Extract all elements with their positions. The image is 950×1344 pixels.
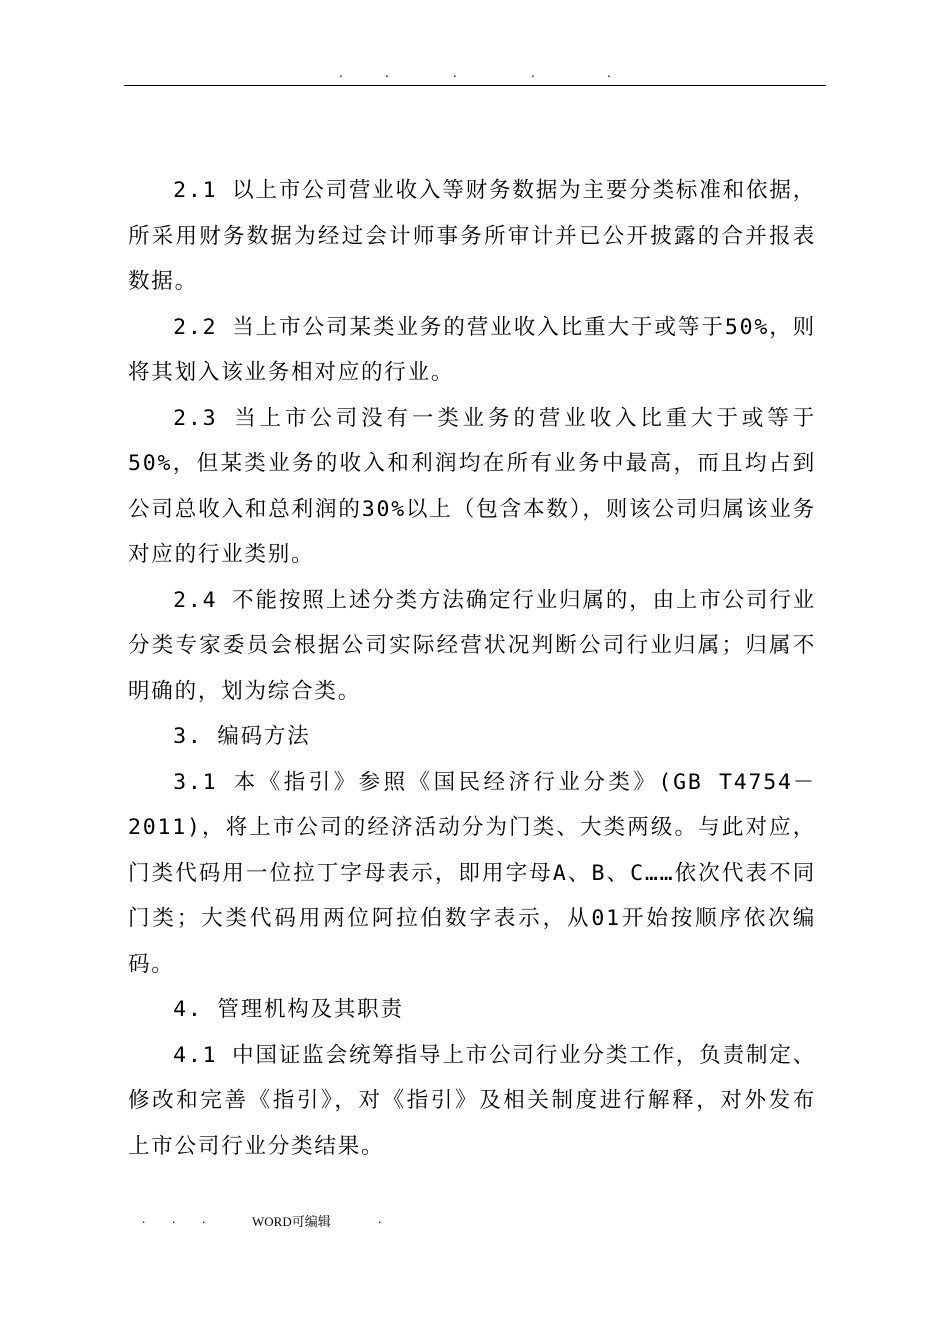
section-heading-4: 4. 管理机构及其职责	[173, 997, 404, 1022]
paragraph-3-1: 3.1 本《指引》参照《国民经济行业分类》(GB T4754－2011)，将上市公司的经济活动分为门类、大类两级。与此对应，门类代码用一位拉丁字母表示，即用字母A、B、C……依次代表不同门类；大类代码用两位阿拉伯数字表示，从01开始按顺序依次编码。	[128, 769, 816, 977]
header-dots	[335, 66, 635, 82]
header-dot: .	[607, 66, 611, 80]
header-dot: .	[385, 66, 389, 80]
header-dot: .	[531, 66, 535, 80]
header-dot: .	[339, 66, 343, 80]
paragraph-2-1: 2.1 以上市公司营业收入等财务数据为主要分类标准和依据，所采用财务数据为经过会计师事务所审计并已公开披露的合并报表数据。	[128, 178, 816, 294]
document-body	[128, 168, 816, 1169]
paragraph-2-4: 2.4 不能按照上述分类方法确定行业归属的，由上市公司行业分类专家委员会根据公司实际经营状况判断公司行业归属；归属不明确的，划为综合类。	[128, 587, 816, 704]
section-heading-3: 3. 编码方法	[173, 724, 311, 749]
paragraph-2-2: 2.2 当上市公司某类业务的营业收入比重大于或等于50%，则将其划入该业务相对应的行业。	[128, 314, 816, 385]
paragraph-2-3: 2.3 当上市公司没有一类业务的营业收入比重大于或等于50%，但某类业务的收入和利润均在所有业务中最高，而且均占到公司总收入和总利润的30%以上（包含本数），则该公司归属该业务对应的行业类别。	[128, 405, 816, 567]
paragraph-4-1: 4.1 中国证监会统筹指导上市公司行业分类工作，负责制定、修改和完善《指引》，对《指引》及相关制度进行解释，对外发布上市公司行业分类结果。	[128, 1042, 816, 1159]
footer-dot: .	[172, 1211, 176, 1226]
footer	[140, 1211, 440, 1231]
header-rule	[124, 85, 826, 86]
footer-dot: .	[378, 1211, 382, 1226]
header-dot: .	[453, 66, 457, 80]
footer-dot: .	[142, 1211, 146, 1226]
footer-label: WORD可编辑	[252, 1214, 331, 1229]
footer-dot: .	[202, 1211, 206, 1226]
